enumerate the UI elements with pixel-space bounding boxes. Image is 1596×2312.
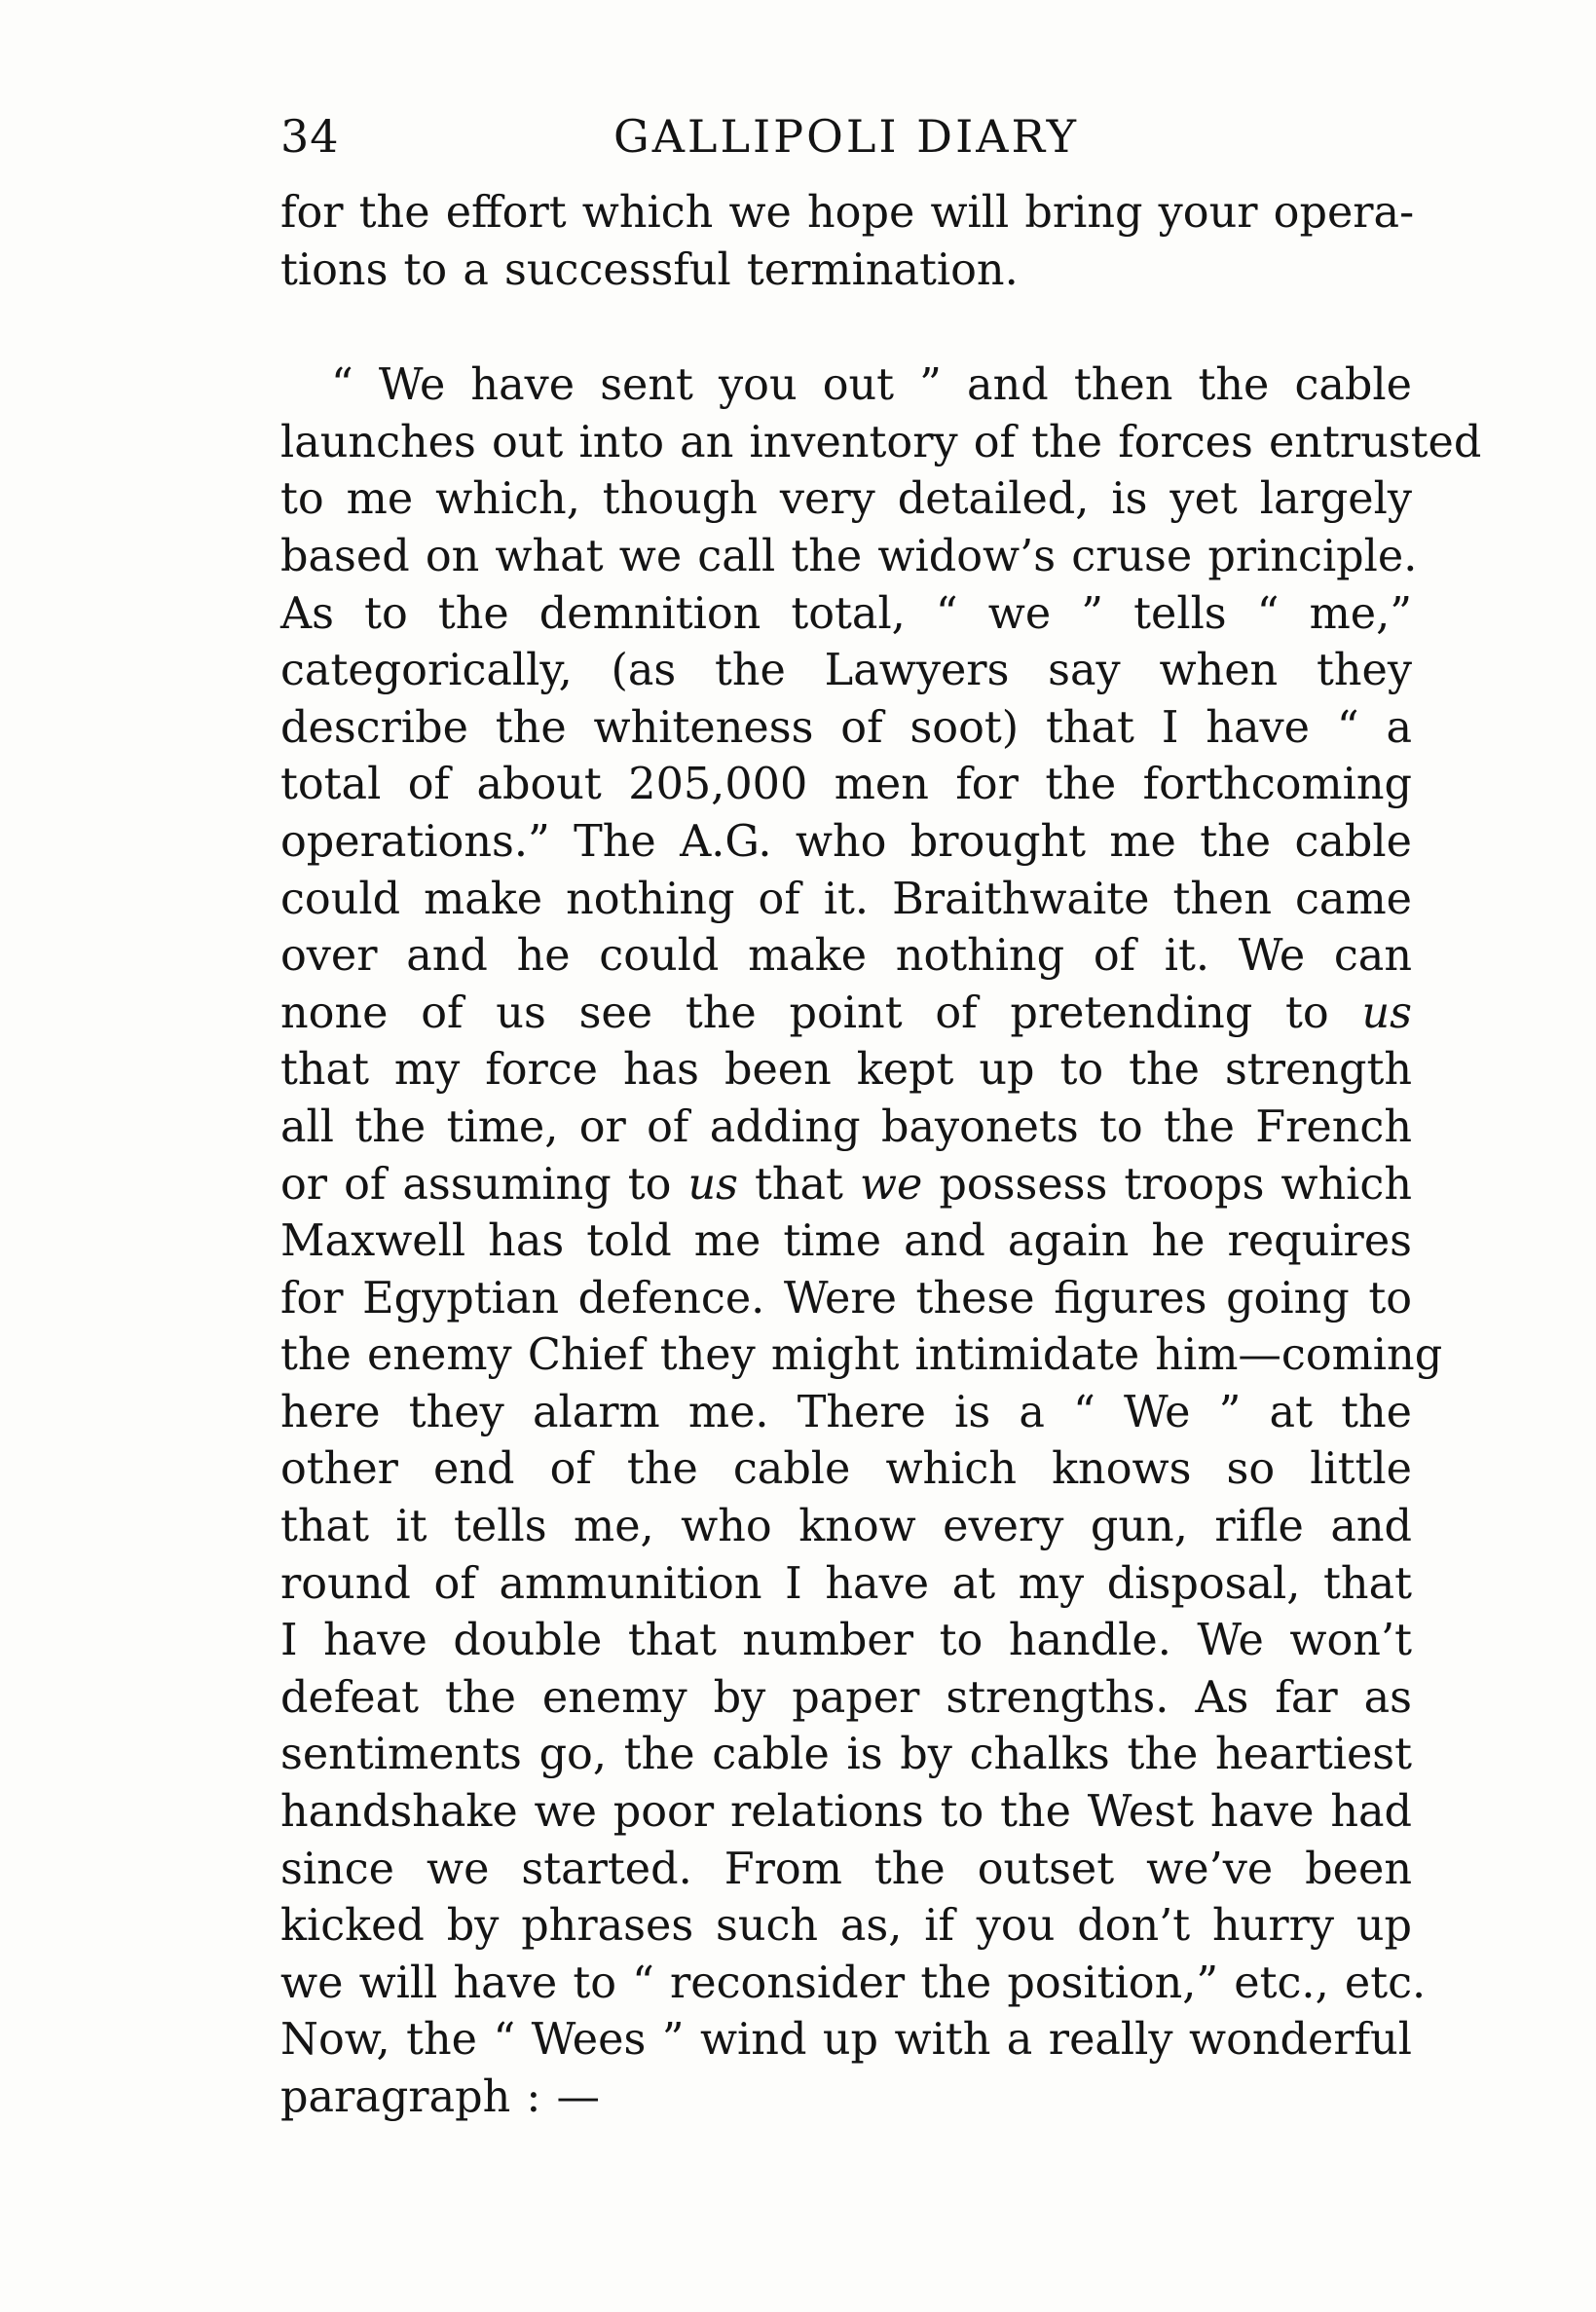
text-line: could make nothing of it. Braithwaite then came: [280, 874, 1412, 924]
text-line: launches out into an inventory of the forces entrusted: [280, 417, 1482, 467]
text-line: to me which, though very detailed, is yet largely: [280, 474, 1412, 525]
text-line: we will have to “ reconsider the position,” etc., etc.: [280, 1958, 1427, 2008]
text-line: that it tells me, who know every gun, rifle and: [280, 1502, 1412, 1552]
text-line: tions to a successful termination.: [280, 244, 1019, 295]
text-line: other end of the cable which knows so little: [280, 1444, 1412, 1495]
text-line: for the effort which we hope will bring your opera-: [280, 188, 1415, 238]
text-line: since we started. From the outset we’ve been: [280, 1844, 1412, 1894]
text-line: operations.” The A.G. who brought me the cable: [280, 816, 1412, 867]
running-head: [280, 97, 1412, 175]
text-line: Now, the “ Wees ” wind up with a really wonderful: [280, 2015, 1412, 2066]
text-line: total of about 205,000 men for the forthcoming: [280, 760, 1412, 810]
text-line: that my force has been kept up to the strength: [280, 1045, 1412, 1096]
text-line: sentiments go, the cable is by chalks the heartiest: [280, 1730, 1412, 1780]
body-text: [280, 185, 1482, 2127]
text-line: over and he could make nothing of it. We can: [280, 931, 1412, 982]
text-line: Maxwell has told me time and again he requires: [280, 1216, 1412, 1267]
text-line: none of us see the point of pretending to us: [280, 988, 1412, 1038]
paragraph-1: [280, 185, 1415, 299]
text-line: for Egyptian defence. Were these figures going to: [280, 1273, 1412, 1324]
text-line: all the time, or of adding bayonets to the French: [280, 1101, 1412, 1152]
text-line: I have double that number to handle. We won’t: [280, 1616, 1412, 1666]
text-line: round of ammunition I have at my disposal, that: [280, 1558, 1412, 1609]
text-line: As to the demnition total, “ we ” tells “ me,”: [280, 588, 1412, 639]
text-line: the enemy Chief they might intimidate him—coming: [280, 1330, 1443, 1381]
page-number: 34: [280, 110, 340, 163]
paragraph-2: [280, 357, 1482, 2126]
text-line: paragraph : —: [280, 2072, 601, 2122]
text-line: here they alarm me. There is a “ We ” at the: [280, 1387, 1412, 1437]
text-line: defeat the enemy by paper strengths. As far as: [280, 1672, 1412, 1723]
text-line: kicked by phrases such as, if you don’t hurry up: [280, 1901, 1412, 1952]
text-line: categorically, (as the Lawyers say when they: [280, 646, 1412, 696]
text-line: based on what we call the widow’s cruse principle.: [280, 531, 1418, 581]
text-line: or of assuming to us that we possess troops which: [280, 1159, 1412, 1210]
running-title: GALLIPOLI DIARY: [612, 110, 1080, 163]
text-line: handshake we poor relations to the West have had: [280, 1787, 1412, 1838]
text-line: “ We have sent you out ” and then the cable: [331, 360, 1412, 411]
text-line: describe the whiteness of soot) that I have “ a: [280, 702, 1412, 753]
